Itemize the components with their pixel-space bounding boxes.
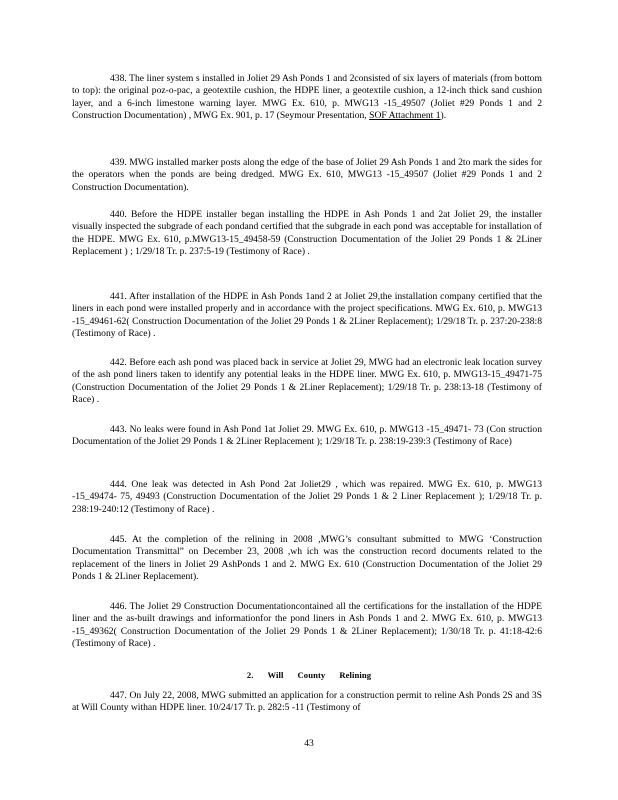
paragraph-text: Before each ash pond was placed back in service at Joliet 29, MWG had an electronic leak location survey of the ash pond liners taken to identify any potential leaks in the HDPE liner. MWG Ex. 610, p. MWG13-15_49471-75 (Construction Documentation of the Joliet 29 Ponds 1 & 2Liner Replacement); 1/29/18 Tr. p. 238:13-18 (Testimony of Race) . [72,357,542,405]
paragraph-444 [72,479,542,516]
paragraph-text: Before the HDPE installer began installing the HDPE in Ash Ponds 1 and 2at Joliet 29, the installer visually inspected the subgrade of each pondand certified that the subgrade in each pond was acceptable for installation of the HDPE. MWG Ex. 610, p.MWG13-15_49458-59 (Construction Documentation of the Joliet 29 Ponds 1 & 2Liner Replacement ) ; 1/29/18 Tr. p. 237:5-19 (Testimony of Race) . [72,209,542,257]
paragraph-446 [72,601,542,650]
paragraph-number: 439. [110,157,127,168]
paragraph-number: 446. [110,601,127,612]
paragraph-number: 443. [110,424,127,435]
paragraph-number: 442. [110,357,127,368]
paragraph-number: 441. [110,291,127,302]
paragraph-text: One leak was detected in Ash Pond 2at Joliet29 , which was repaired. MWG Ex. 610, p. MWG13 -15_49474- 75, 49493 (Construction Documentation of the Joliet 29 Ponds 1 & 2 Liner Replacement ); 1/29/18 Tr. p. 238:19-240:12 (Testimony of Race) . [72,479,543,515]
paragraph-438 [72,73,542,122]
paragraph-442 [72,357,542,406]
paragraph-439 [72,157,542,194]
heading-word: Will [267,670,284,680]
paragraph-text: At the completion of the relining in 2008 ,MWG’s consultant submitted to MWG ‘Construction Documentation Transmittal” on December 23, 2008 ,wh ich was the construction record documents related to the replacement of the liners in Joliet 29 AshPonds 1 and 2. MWG Ex. 610 (Construction Documentation of the Joliet 29 Ponds 1 & 2Liner Replacement). [72,534,542,582]
paragraph-tail: ). [440,109,447,121]
paragraph-445 [72,534,542,583]
sof-attachment-reference: SOF Attachment 1 [369,109,441,121]
heading-number: 2. [246,670,254,680]
paragraph-text: No leaks were found in Ash Pond 1at Joliet 29. MWG Ex. 610, p. MWG13 -15_49471- 73 (Con struction Documentation of the Joliet 29 Ponds 1 & 2Liner Replacement ); 1/29/18 Tr. p. 238:19-239:3 (Testimony of Race) [72,424,542,448]
page-number: 43 [304,738,314,749]
paragraph-text: The liner system s installed in Joliet 29 Ash Ponds 1 and 2consisted of six layers of materials (from bottom to top): the original poz-o-pac, a geotextile cushion, the HDPE liner, a geotextile cushion, a 12-inch thick sand cushion layer, and a 6-inch limestone warning layer. MWG Ex. 610, p. MWG13 -15_49507 (Joliet #29 Ponds 1 and 2 Construction Documentation) , MWG Ex. 901, p. 17 (Seymour Presentation, [72,73,542,121]
paragraph-440 [72,209,542,258]
paragraph-441 [72,291,542,340]
paragraph-number: 438. [110,73,127,84]
paragraph-text: MWG installed marker posts along the edge of the base of Joliet 29 Ash Ponds 1 and 2to mark the sides for the operators when the ponds are being dredged. MWG Ex. 610, MWG13 -15_49507 (Joliet #29 Ponds 1 and 2 Construction Documentation). [72,157,542,193]
heading-word: County [297,670,326,680]
paragraph-text: On July 22, 2008, MWG submitted an application for a construction permit to reline Ash Ponds 2S and 3S at Will County withan HDPE liner. 10/24/17 Tr. p. 282:5 -11 (Testimony of [72,690,542,714]
paragraph-number: 440. [110,209,127,220]
paragraph-text: After installation of the HDPE in Ash Ponds 1and 2 at Joliet 29,the installation company certified that the liners in each pond were installed properly and in accordance with the project specifications. MWG Ex. 610, p. MWG13 -15_49461-62( Construction Documentation of the Joliet 29 Ponds 1 & 2Liner Replacement); 1/29/18 Tr. p. 237:20-238:8 (Testimony of Race) . [72,291,542,339]
heading-word: Relining [339,670,372,680]
paragraph-number: 447. [110,690,127,701]
paragraph-number: 444. [110,479,127,490]
paragraph-number: 445. [110,534,127,545]
paragraph-447 [72,690,542,715]
paragraph-text: The Joliet 29 Construction Documentationcontained all the certifications for the installation of the HDPE liner and the as-built drawings and informationfor the pond liners in Ash Ponds 1 and 2. MWG Ex. 610, p. MWG13 -15_49362( Construction Documentation of the Joliet 29 Ponds 1 & 2Liner Replacement); 1/30/18 Tr. p. 41:18-42:6 (Testimony of Race) . [72,601,542,649]
section-heading [0,670,618,680]
paragraph-443 [72,424,542,449]
